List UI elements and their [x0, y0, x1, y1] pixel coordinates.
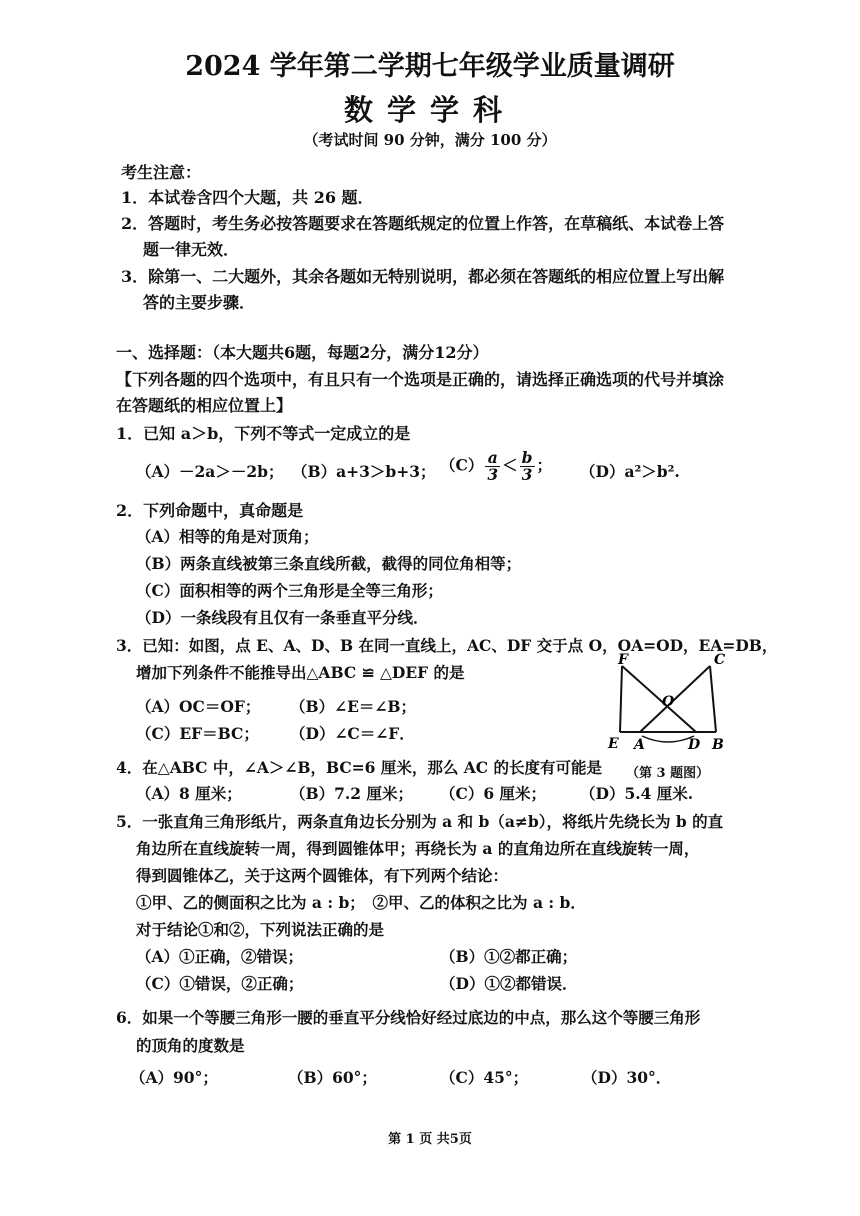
less-than-sign: ＜: [502, 455, 518, 475]
question-6-stem-line-1: 6．如果一个等腰三角形一腰的垂直平分线恰好经过底边的中点，那么这个等腰三角形: [116, 1008, 701, 1027]
question-3-option-b: （B）∠E＝∠B；: [290, 697, 416, 716]
section-1-heading: 一、选择题：（本大题共6题，每题2分，满分12分）: [116, 343, 489, 362]
question-6-option-a: （A）90°；: [130, 1068, 218, 1087]
exam-info: （考试时间 90 分钟，满分 100 分）: [303, 131, 557, 149]
notice-item-1: 1．本试卷含四个大题，共 26 题．: [121, 188, 374, 207]
label-d: D: [688, 737, 701, 753]
question-3-option-d: （D）∠C＝∠F．: [290, 724, 415, 743]
question-4-stem: 4．在△ABC 中，∠A＞∠B，BC=6 厘米，那么 AC 的长度有可能是: [116, 758, 603, 777]
question-2-option-b: （B）两条直线被第三条直线所截，截得的同位角相等；: [136, 554, 522, 573]
page-number: 第 1 页 共5页: [388, 1132, 472, 1147]
question-5-stem-line-1: 5．一张直角三角形纸片，两条直角边长分别为 a 和 b（a≠b），将纸片先绕长为 b 的直: [116, 812, 724, 831]
notice-item-3-line-2: 答的主要步骤．: [143, 293, 256, 312]
question-6-option-d: （D）30°．: [582, 1068, 672, 1087]
fraction-b-over-3: [520, 450, 535, 483]
question-6-option-c: （C）45°；: [440, 1068, 529, 1087]
label-c: C: [714, 652, 726, 668]
question-5-stem-line-2: 角边所在直线旋转一周，得到圆锥体甲；再绕长为 a 的直角边所在直线旋转一周，: [136, 839, 700, 858]
fraction-numerator: a: [485, 450, 500, 467]
question-6-option-b: （B）60°；: [288, 1068, 377, 1087]
question-4-option-b: （B）7.2 厘米；: [290, 784, 413, 803]
question-1-option-d: （D）a²＞b².: [580, 462, 680, 481]
notice-item-3-line-1: 3．除第一、二大题外，其余各题如无特别说明，都必须在答题纸的相应位置上写出解: [121, 267, 725, 286]
question-1-stem: 1．已知 a＞b，下列不等式一定成立的是: [116, 424, 411, 443]
fraction-denominator: 3: [487, 465, 499, 484]
notice-item-2-line-2: 题一律无效．: [143, 240, 240, 259]
question-5-question: 对于结论①和②，下列说法正确的是: [136, 920, 385, 939]
segment-ef: [620, 666, 622, 732]
label-f: F: [618, 652, 628, 668]
section-1-instructions-line-2: 在答题纸的相应位置上】: [116, 396, 293, 415]
section-1-instructions-line-1: 【下列各题的四个选项中，有且只有一个选项是正确的，请选择正确选项的代号并填涂: [116, 370, 725, 389]
segment-bc: [710, 666, 716, 732]
question-3-figure-caption: （第 3 题图）: [626, 766, 710, 781]
question-3-option-a: （A）OC＝OF；: [136, 697, 261, 716]
question-1-option-b: （B）a+3＞b+3；: [292, 462, 436, 481]
question-2-option-c: （C）面积相等的两个三角形是全等三角形；: [136, 581, 443, 600]
exam-title: 2024 学年第二学期七年级学业质量调研: [185, 51, 675, 82]
notice-heading: 考生注意：: [121, 163, 202, 182]
question-3-option-c: （C）EF＝BC；: [136, 724, 259, 743]
option-c-suffix: ；: [536, 455, 553, 475]
segment-fd: [622, 666, 696, 732]
question-5-option-b: （B）①②都正确；: [440, 947, 578, 966]
question-2-option-a: （A）相等的角是对顶角；: [136, 527, 319, 546]
question-3-figure: [598, 650, 738, 770]
question-3-stem-line-2: 增加下列条件不能推导出△ABC ≌ △DEF 的是: [136, 663, 465, 682]
question-5-option-d: （D）①②都错误．: [440, 974, 578, 993]
subject-title: 数学学科: [343, 93, 516, 127]
question-5-stem-line-3: 得到圆锥体乙，关于这两个圆锥体，有下列两个结论：: [136, 866, 509, 885]
question-4-option-d: （D）5.4 厘米.: [580, 784, 694, 803]
question-1-option-c: [440, 450, 552, 483]
arc-ad: [642, 736, 694, 742]
notice-item-2-line-1: 2．答题时，考生务必按答题要求在答题纸规定的位置上作答，在草稿纸、本试卷上答: [121, 214, 725, 233]
question-4-option-c: （C）6 厘米；: [440, 784, 547, 803]
question-5-option-c: （C）①错误，②正确；: [136, 974, 304, 993]
fraction-numerator: b: [521, 448, 533, 467]
question-1-option-a: （A）－2a＞－2b；: [136, 462, 284, 481]
question-3-stem-line-1: 3．已知：如图，点 E、A、D、B 在同一直线上，AC、DF 交于点 O，OA=OD，EA=DB，: [116, 636, 778, 655]
fraction-a-over-3: [485, 450, 500, 483]
label-o: O: [662, 694, 675, 710]
question-4-option-a: （A）8 厘米；: [136, 784, 242, 803]
question-2-option-d: （D）一条线段有且仅有一条垂直平分线．: [136, 608, 429, 627]
question-6-stem-line-2: 的顶角的度数是: [136, 1036, 245, 1055]
question-5-option-a: （A）①正确，②错误；: [136, 947, 304, 966]
label-b: B: [712, 737, 724, 753]
fraction-denominator: 3: [521, 465, 533, 484]
question-5-conclusions: ①甲、乙的侧面积之比为 a : b； ②甲、乙的体积之比为 a : b．: [136, 893, 586, 912]
option-c-prefix: （C）: [440, 455, 484, 475]
label-a: A: [634, 737, 645, 753]
question-2-stem: 2．下列命题中，真命题是: [116, 501, 304, 520]
segment-ac: [640, 666, 710, 732]
label-e: E: [608, 736, 619, 752]
